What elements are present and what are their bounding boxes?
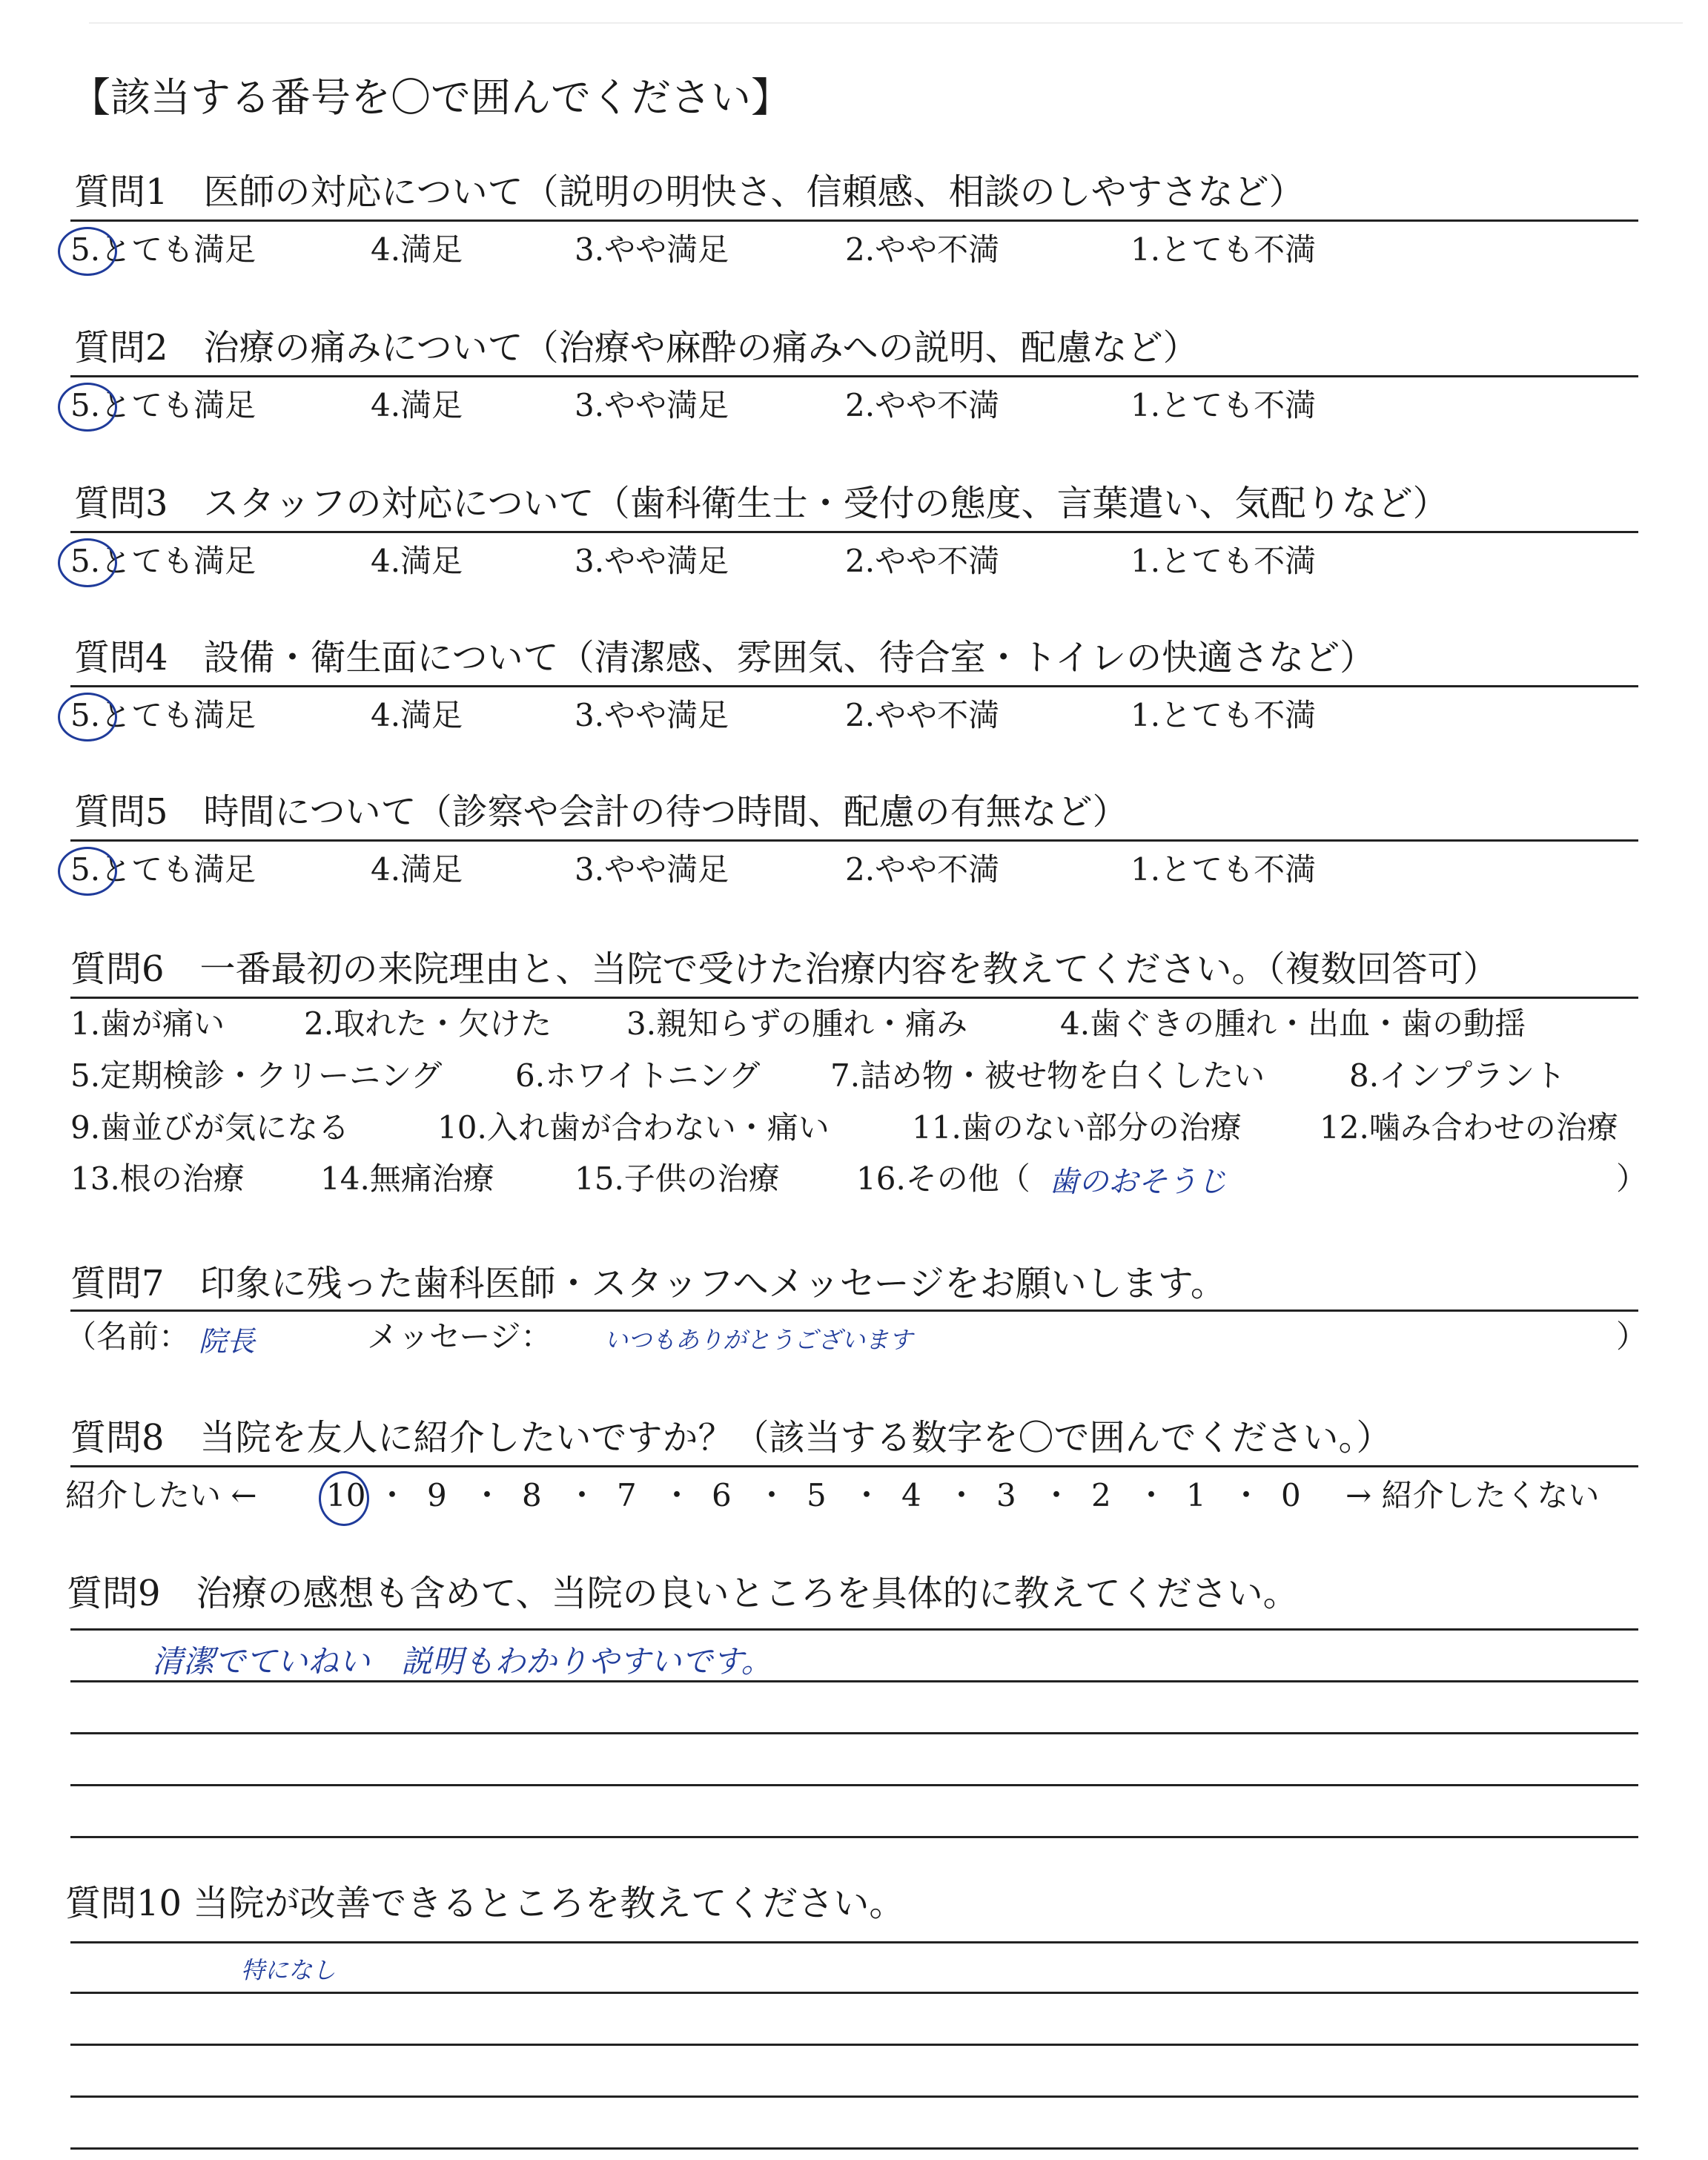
q10-title: 質問10 当院が改善できるところを教えてください。 bbox=[65, 1883, 905, 1924]
q1-option-5[interactable]: 5.とても満足 bbox=[70, 231, 256, 268]
q2-rule bbox=[70, 375, 1638, 377]
q2-option-1[interactable]: 1.とても不満 bbox=[1131, 387, 1317, 423]
q7-title: 質問7 印象に残った歯科医師・スタッフへメッセージをお願いします。 bbox=[70, 1263, 1226, 1304]
q6-option-13[interactable]: 13.根の治療 bbox=[70, 1160, 245, 1197]
q3-option-1[interactable]: 1.とても不満 bbox=[1131, 543, 1317, 579]
q6-option-7[interactable]: 7.詰め物・被せ物を白くしたい bbox=[830, 1057, 1265, 1094]
q8-selection-circle bbox=[319, 1471, 369, 1526]
q3-option-5[interactable]: 5.とても満足 bbox=[70, 543, 256, 579]
q9-answer: 清潔でていねい 説明もわかりやすいです。 bbox=[152, 1643, 772, 1680]
q2-title: 質問2 治療の痛みについて（治療や麻酔の痛みへの説明、配慮など） bbox=[74, 327, 1199, 369]
q10-answer: 特になし bbox=[241, 1956, 337, 1984]
q4-rule bbox=[70, 685, 1638, 687]
q4-option-4[interactable]: 4.満足 bbox=[371, 697, 463, 733]
q9-line-3 bbox=[70, 1732, 1638, 1734]
q9-title: 質問9 治療の感想も含めて、当院の良いところを具体的に教えてください。 bbox=[67, 1573, 1299, 1614]
q8-title: 質問8 当院を友人に紹介したいですか？（該当する数字を〇で囲んでください。） bbox=[70, 1417, 1392, 1459]
q6-option-8[interactable]: 8.インプラント bbox=[1349, 1057, 1566, 1094]
q2-option-5[interactable]: 5.とても満足 bbox=[70, 387, 256, 423]
q8-score-4[interactable]: 4 bbox=[901, 1477, 921, 1513]
q8-separator: ・ bbox=[1041, 1477, 1073, 1513]
q2-option-4[interactable]: 4.満足 bbox=[371, 387, 463, 423]
q10-line-3 bbox=[70, 2044, 1638, 2046]
q3-rule bbox=[70, 531, 1638, 533]
q2-selection-circle bbox=[58, 383, 117, 432]
q4-title: 質問4 設備・衛生面について（清潔感、雰囲気、待合室・トイレの快適さなど） bbox=[74, 637, 1376, 678]
q8-separator: ・ bbox=[756, 1477, 788, 1513]
q6-option-2[interactable]: 2.取れた・欠けた bbox=[304, 1005, 552, 1042]
q8-score-1[interactable]: 1 bbox=[1186, 1477, 1206, 1513]
q4-option-1[interactable]: 1.とても不満 bbox=[1131, 697, 1317, 733]
q6-option-15[interactable]: 15.子供の治療 bbox=[575, 1160, 780, 1197]
q3-option-3[interactable]: 3.やや満足 bbox=[575, 543, 729, 579]
q8-separator: ・ bbox=[851, 1477, 883, 1513]
q5-option-3[interactable]: 3.やや満足 bbox=[575, 851, 729, 888]
q4-option-5[interactable]: 5.とても満足 bbox=[70, 697, 256, 733]
q1-title: 質問1 医師の対応について（説明の明快さ、信頼感、相談のしやすさなど） bbox=[74, 171, 1305, 213]
q6-option-14[interactable]: 14.無痛治療 bbox=[320, 1160, 494, 1197]
q8-score-10[interactable]: 10 bbox=[326, 1477, 366, 1513]
q3-option-4[interactable]: 4.満足 bbox=[371, 543, 463, 579]
q1-option-4[interactable]: 4.満足 bbox=[371, 231, 463, 268]
q5-rule bbox=[70, 839, 1638, 842]
q9-line-2 bbox=[70, 1680, 1638, 1682]
q1-option-2[interactable]: 2.やや不満 bbox=[845, 231, 1000, 268]
q4-option-2[interactable]: 2.やや不満 bbox=[845, 697, 1000, 733]
q7-name-answer: 院長 bbox=[199, 1325, 256, 1358]
q9-line-4 bbox=[70, 1784, 1638, 1786]
q5-option-4[interactable]: 4.満足 bbox=[371, 851, 463, 888]
q10-line-2 bbox=[70, 1992, 1638, 1994]
q6-option-3[interactable]: 3.親知らずの腫れ・痛み bbox=[626, 1005, 968, 1042]
q4-selection-circle bbox=[58, 693, 117, 742]
q1-option-3[interactable]: 3.やや満足 bbox=[575, 231, 729, 268]
q5-option-2[interactable]: 2.やや不満 bbox=[845, 851, 1000, 888]
q2-option-2[interactable]: 2.やや不満 bbox=[845, 387, 1000, 423]
q1-rule bbox=[70, 219, 1638, 222]
q8-separator: ・ bbox=[661, 1477, 693, 1513]
q8-score-5[interactable]: 5 bbox=[807, 1477, 827, 1513]
q2-option-3[interactable]: 3.やや満足 bbox=[575, 387, 729, 423]
q8-score-7[interactable]: 7 bbox=[617, 1477, 637, 1513]
q4-option-3[interactable]: 3.やや満足 bbox=[575, 697, 729, 733]
q3-option-2[interactable]: 2.やや不満 bbox=[845, 543, 1000, 579]
q6-other-close: ） bbox=[1616, 1160, 1648, 1197]
q7-message-answer: いつもありがとうございます bbox=[604, 1326, 913, 1354]
q6-option-12[interactable]: 12.噛み合わせの治療 bbox=[1320, 1109, 1618, 1146]
q8-score-9[interactable]: 9 bbox=[427, 1477, 447, 1513]
q5-title: 質問5 時間について（診察や会計の待つ時間、配慮の有無など） bbox=[74, 791, 1128, 833]
q8-rule bbox=[70, 1465, 1638, 1467]
page-header: 【該当する番号を〇で囲んでください】 bbox=[70, 74, 791, 121]
q6-title: 質問6 一番最初の来院理由と、当院で受けた治療内容を教えてください。（複数回答可） bbox=[70, 948, 1499, 990]
q3-selection-circle bbox=[58, 538, 117, 587]
q8-score-3[interactable]: 3 bbox=[996, 1477, 1016, 1513]
q8-left-label: 紹介したい ← bbox=[65, 1477, 257, 1513]
q8-right-label: → 紹介したくない bbox=[1345, 1477, 1600, 1513]
q8-separator: ・ bbox=[566, 1477, 598, 1513]
q1-option-1[interactable]: 1.とても不満 bbox=[1131, 231, 1317, 268]
q6-option-1[interactable]: 1.歯が痛い bbox=[70, 1005, 225, 1042]
q8-score-6[interactable]: 6 bbox=[712, 1477, 732, 1513]
q6-option-11[interactable]: 11.歯のない部分の治療 bbox=[912, 1109, 1242, 1146]
q6-option-6[interactable]: 6.ホワイトニング bbox=[515, 1057, 761, 1094]
q7-rule bbox=[70, 1309, 1638, 1312]
q8-score-0[interactable]: 0 bbox=[1281, 1477, 1301, 1513]
q5-option-1[interactable]: 1.とても不満 bbox=[1131, 851, 1317, 888]
q6-option-9[interactable]: 9.歯並びが気になる bbox=[70, 1109, 350, 1146]
q8-separator: ・ bbox=[471, 1477, 503, 1513]
q7-name-label: （名前： bbox=[65, 1318, 191, 1355]
q9-line-1 bbox=[70, 1628, 1638, 1631]
q5-option-5[interactable]: 5.とても満足 bbox=[70, 851, 256, 888]
q6-rule bbox=[70, 997, 1638, 999]
q8-score-8[interactable]: 8 bbox=[522, 1477, 542, 1513]
q6-option-5[interactable]: 5.定期検診・クリーニング bbox=[70, 1057, 443, 1094]
q10-line-4 bbox=[70, 2095, 1638, 2098]
q1-selection-circle bbox=[58, 227, 117, 276]
q7-message-label: メッセージ： bbox=[367, 1318, 552, 1355]
q3-title: 質問3 スタッフの対応について（歯科衛生士・受付の態度、言葉遣い、気配りなど） bbox=[74, 483, 1449, 524]
q8-separator: ・ bbox=[377, 1477, 408, 1513]
q10-line-5 bbox=[70, 2147, 1638, 2150]
q8-score-2[interactable]: 2 bbox=[1091, 1477, 1111, 1513]
q5-selection-circle bbox=[58, 847, 117, 896]
q6-option-16[interactable]: 16.その他（ bbox=[856, 1160, 1030, 1197]
q6-other-answer: 歯のおそうじ bbox=[1049, 1165, 1227, 1199]
page-top-edge bbox=[89, 22, 1683, 24]
q7-close: ） bbox=[1616, 1318, 1648, 1355]
q6-option-10[interactable]: 10.入れ歯が合わない・痛い bbox=[437, 1109, 830, 1146]
q8-separator: ・ bbox=[1231, 1477, 1262, 1513]
q6-option-4[interactable]: 4.歯ぐきの腫れ・出血・歯の動揺 bbox=[1060, 1005, 1526, 1042]
q9-line-5 bbox=[70, 1836, 1638, 1838]
q8-separator: ・ bbox=[1136, 1477, 1168, 1513]
q8-separator: ・ bbox=[946, 1477, 978, 1513]
q10-line-1 bbox=[70, 1941, 1638, 1943]
